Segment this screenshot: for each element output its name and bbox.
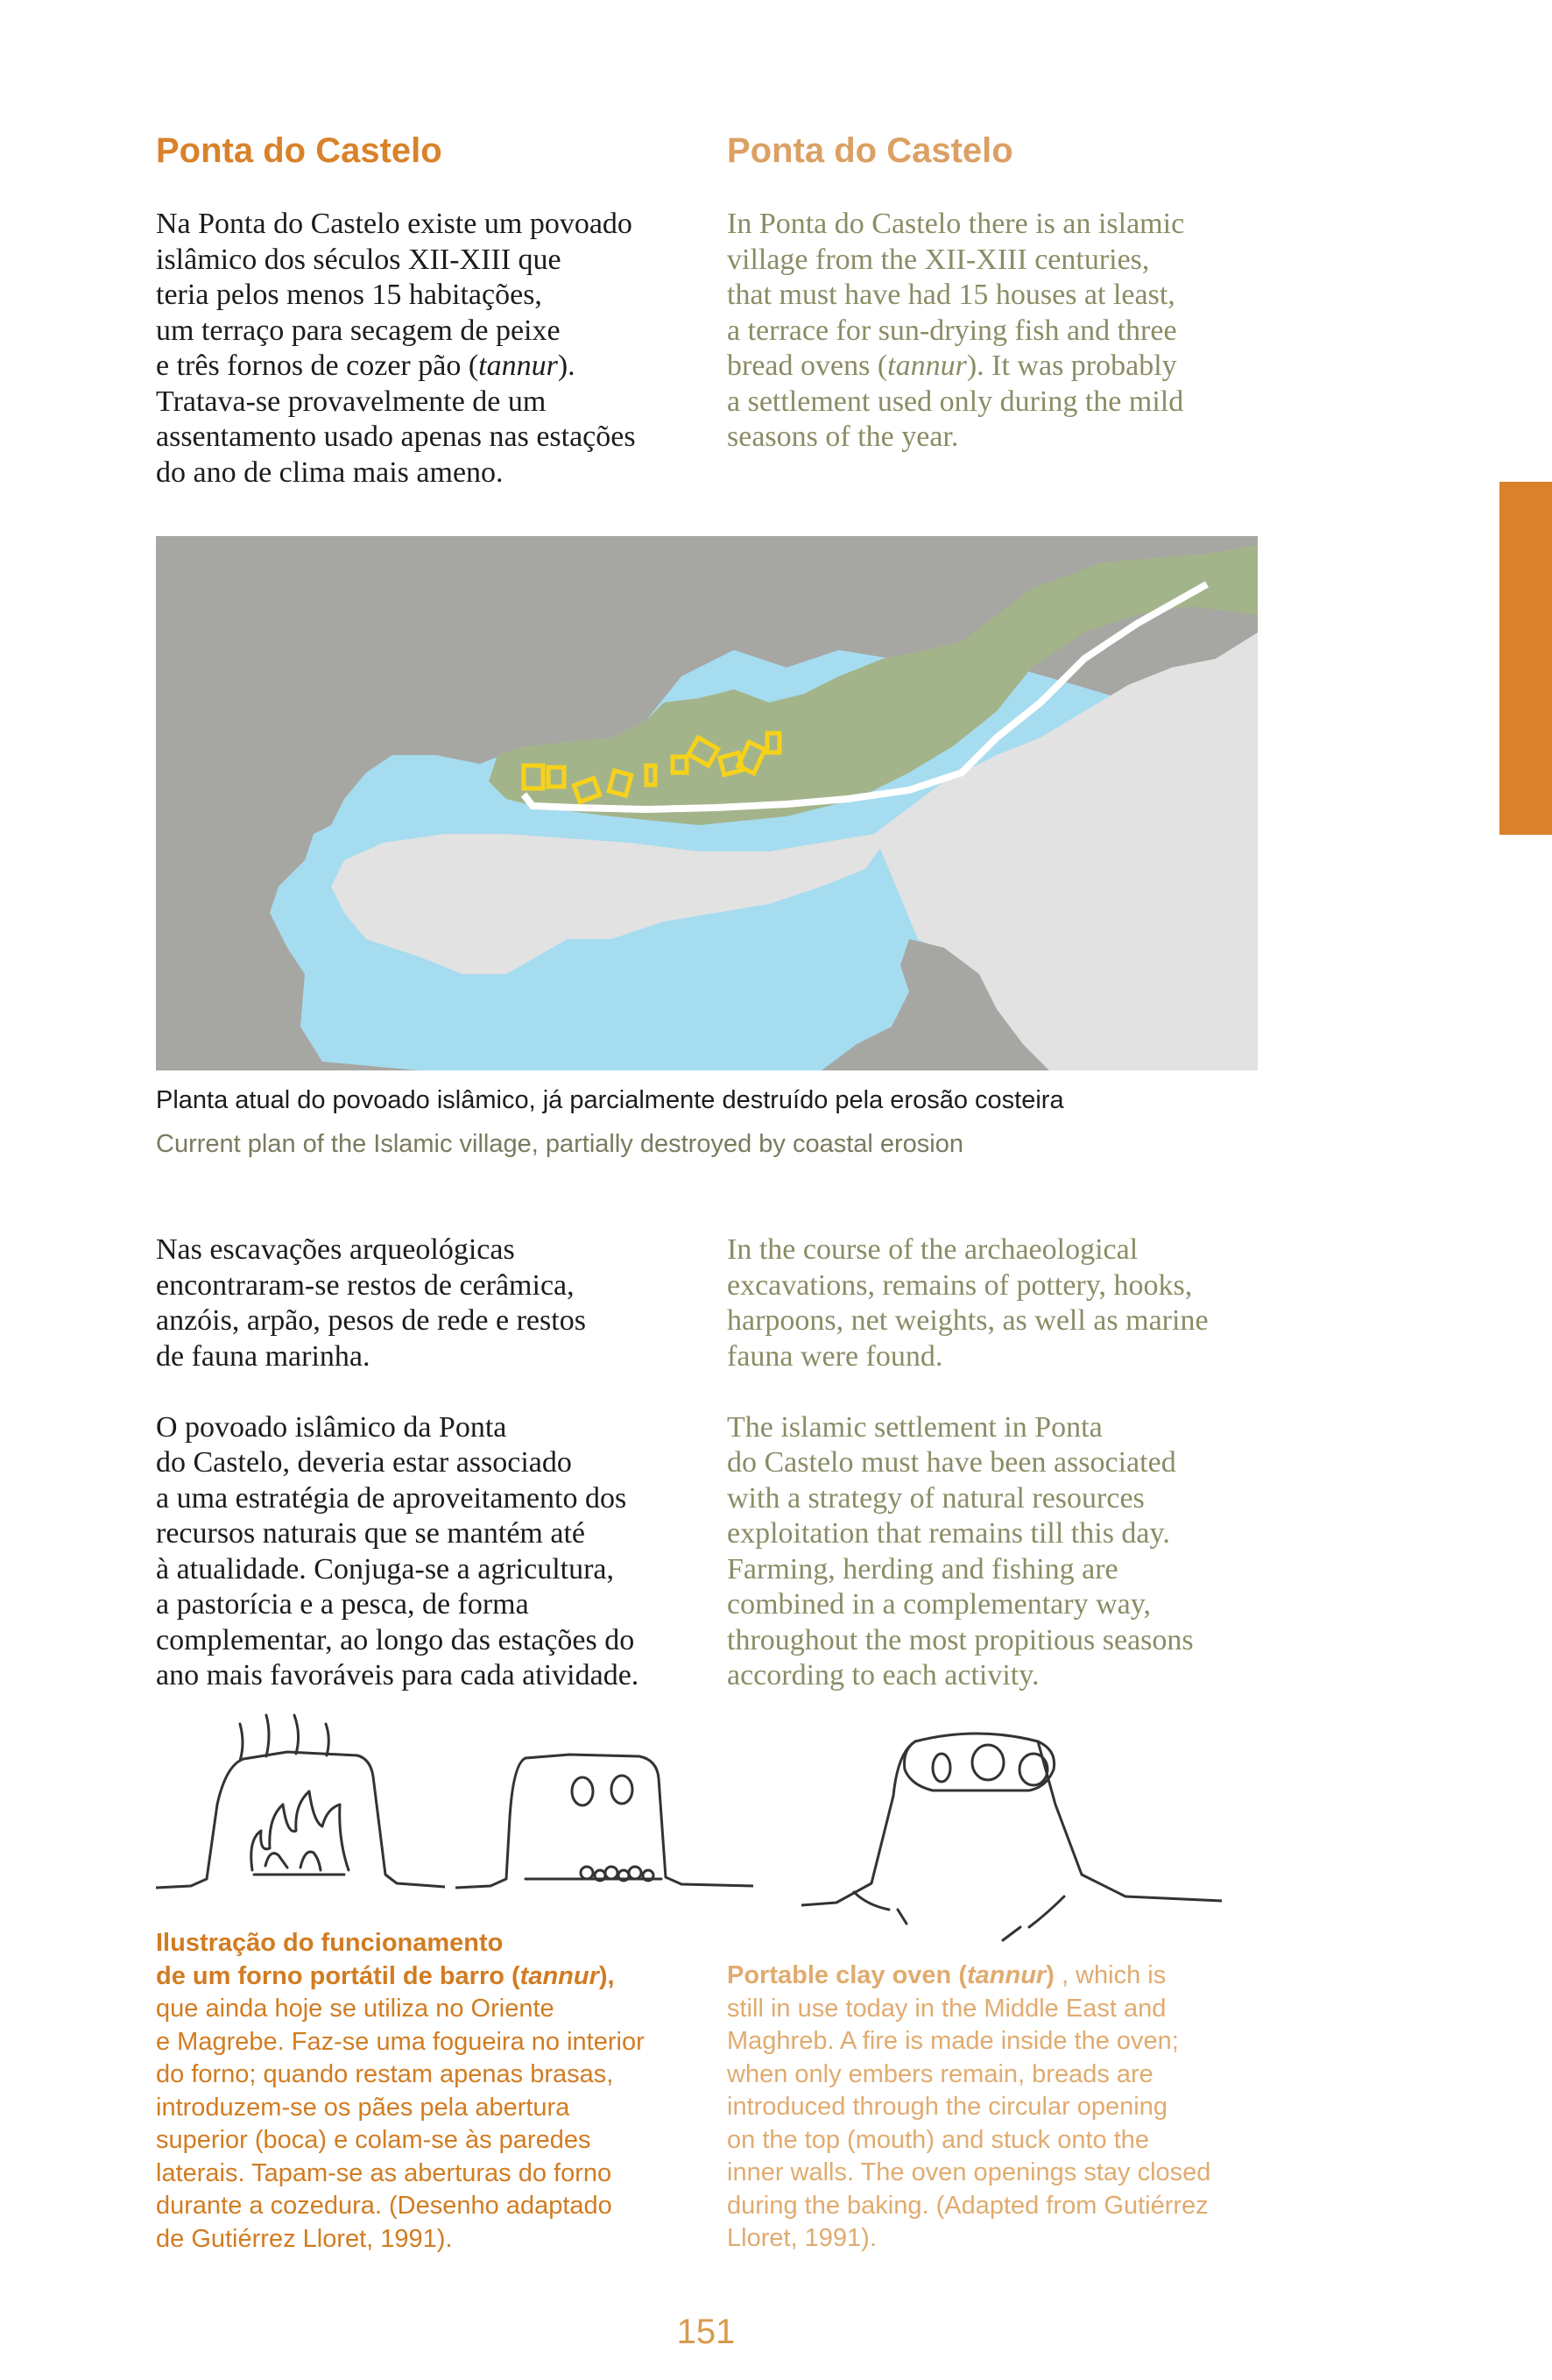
text-line: during the baking. (Adapted from Gutiérrez (727, 2191, 1209, 2220)
text-span: e três fornos de cozer pão ( (156, 350, 479, 382)
caption-strong: Ilustração do funcionamento (156, 1929, 504, 1957)
text-line: throughout the most propitious seasons (727, 1623, 1194, 1656)
text-line: on the top (mouth) and stuck onto the (727, 2125, 1150, 2154)
text-line (156, 349, 708, 385)
text-line: anzóis, arpão, pesos de rede e restos (156, 1304, 586, 1337)
map-caption-pt: Planta atual do povoado islâmico, já parcialmente destruído pela erosão costeira (156, 1086, 1064, 1114)
excavations-text-pt (156, 1232, 716, 1694)
text-line: when only embers remain, breads are (727, 2059, 1153, 2088)
text-line: fauna were found. (727, 1339, 943, 1373)
text-line: exploitation that remains till this day. (727, 1517, 1170, 1550)
text-line: do Castelo must have been associated (727, 1446, 1176, 1479)
text-line: superior (boca) e colam-se às paredes (156, 2126, 591, 2154)
text-span: ), (598, 1961, 615, 1990)
page-number: 151 (676, 2313, 736, 2351)
text-line (156, 1927, 716, 1960)
text-line: still in use today in the Middle East and (727, 1994, 1167, 2023)
text-line (727, 1960, 1287, 1993)
text-line (156, 1960, 716, 1994)
paragraph-gap (727, 1374, 1287, 1410)
text-span: Portable clay oven ( (727, 1961, 967, 1989)
excavations-text-en (727, 1232, 1287, 1694)
text-line: e Magrebe. Faz-se uma fogueira no interior (156, 2027, 645, 2056)
text-line: à atualidade. Conjuga-se a agricultura, (156, 1552, 614, 1585)
text-line: de fauna marinha. (156, 1339, 370, 1373)
text-line: In Ponta do Castelo there is an islamic (727, 208, 1185, 240)
text-line: assentamento usado apenas nas estações (156, 420, 636, 453)
text-line: Tratava-se provavelmente de um (156, 385, 547, 418)
caption-strong (156, 1962, 615, 1990)
text-line: laterais. Tapam-se as aberturas do forno (156, 2158, 612, 2187)
text-line: with a strategy of natural resources (727, 1481, 1145, 1515)
text-line: a pastorícia e a pesca, de forma (156, 1588, 529, 1621)
text-line: introduzem-se os pães pela abertura (156, 2093, 570, 2122)
text-line: do forno; quando restam apenas brasas, (156, 2060, 614, 2088)
text-line: a terrace for sun-drying fish and three (727, 314, 1177, 347)
text-line: Farming, herding and fishing are (727, 1552, 1118, 1585)
text-line: a settlement used only during the mild (727, 385, 1184, 418)
text-line: Nas escavações arqueológicas (156, 1233, 515, 1266)
text-line: um terraço para secagem de peixe (156, 314, 561, 347)
oven-fire-illustration (156, 1708, 445, 1901)
illustration-caption-en (727, 1960, 1287, 2256)
heading-pt: Ponta do Castelo (156, 131, 442, 170)
intro-text-en (727, 207, 1287, 456)
text-span: bread ovens ( (727, 350, 888, 382)
text-line (727, 349, 1287, 385)
text-line: Na Ponta do Castelo existe um povoado (156, 208, 632, 240)
term-tannur: tannur (519, 1961, 599, 1990)
text-line: do Castelo, deveria estar associado (156, 1446, 572, 1479)
text-line: that must have had 15 houses at least, (727, 279, 1175, 311)
section-tab (1499, 482, 1552, 835)
site-plan-map (156, 536, 1258, 1070)
text-line: recursos naturais que se mantém até (156, 1517, 585, 1550)
text-line: do ano de clima mais ameno. (156, 456, 504, 489)
text-line: The islamic settlement in Ponta (727, 1410, 1103, 1444)
text-line: encontraram-se restos de cerâmica, (156, 1268, 575, 1302)
text-line: inner walls. The oven openings stay closed (727, 2158, 1211, 2186)
text-line: Maghreb. A fire is made inside the oven; (727, 2027, 1179, 2055)
term-tannur: tannur (967, 1961, 1047, 1989)
text-span: de um forno portátil de barro ( (156, 1961, 520, 1990)
term-tannur: tannur (887, 350, 967, 382)
text-line: introduced through the circular opening (727, 2093, 1168, 2121)
term-tannur: tannur (478, 350, 558, 382)
intro-text-pt (156, 207, 708, 491)
text-line: harpoons, net weights, as well as marine (727, 1304, 1209, 1337)
text-line: seasons of the year. (727, 420, 959, 453)
text-span: ). It was probably (966, 350, 1177, 382)
text-line: Lloret, 1991). (727, 2224, 877, 2252)
text-span: ) (1046, 1961, 1055, 1989)
text-line: according to each activity. (727, 1659, 1040, 1691)
text-line: que ainda hoje se utiliza no Oriente (156, 1995, 554, 2023)
text-line: a uma estratégia de aproveitamento dos (156, 1481, 627, 1515)
text-line: de Gutiérrez Lloret, 1991). (156, 2224, 453, 2253)
paragraph-gap (156, 1374, 716, 1410)
caption-strong (727, 1961, 1055, 1989)
text-span: ). (557, 350, 575, 382)
heading-en: Ponta do Castelo (727, 131, 1013, 170)
text-span: , which is (1054, 1961, 1167, 1989)
text-line: complementar, ao longo das estações do (156, 1623, 635, 1656)
text-line: teria pelos menos 15 habitações, (156, 279, 542, 311)
oven-embers-illustration (455, 1748, 753, 1905)
text-line: islâmico dos séculos XII-XIII que (156, 243, 561, 276)
text-line: O povoado islâmico da Ponta (156, 1410, 507, 1444)
text-line: In the course of the archaeological (727, 1233, 1139, 1266)
text-line: village from the XII-XIII centuries, (727, 243, 1150, 276)
illustration-caption-pt (156, 1927, 716, 2256)
text-line: excavations, remains of pottery, hooks, (727, 1268, 1193, 1302)
text-line: durante a cozedura. (Desenho adaptado (156, 2192, 612, 2220)
oven-top-illustration (801, 1717, 1222, 1945)
map-caption-en: Current plan of the Islamic village, partially destroyed by coastal erosion (156, 1130, 964, 1158)
text-line: ano mais favoráveis para cada atividade. (156, 1659, 639, 1691)
text-line: combined in a complementary way, (727, 1588, 1152, 1621)
